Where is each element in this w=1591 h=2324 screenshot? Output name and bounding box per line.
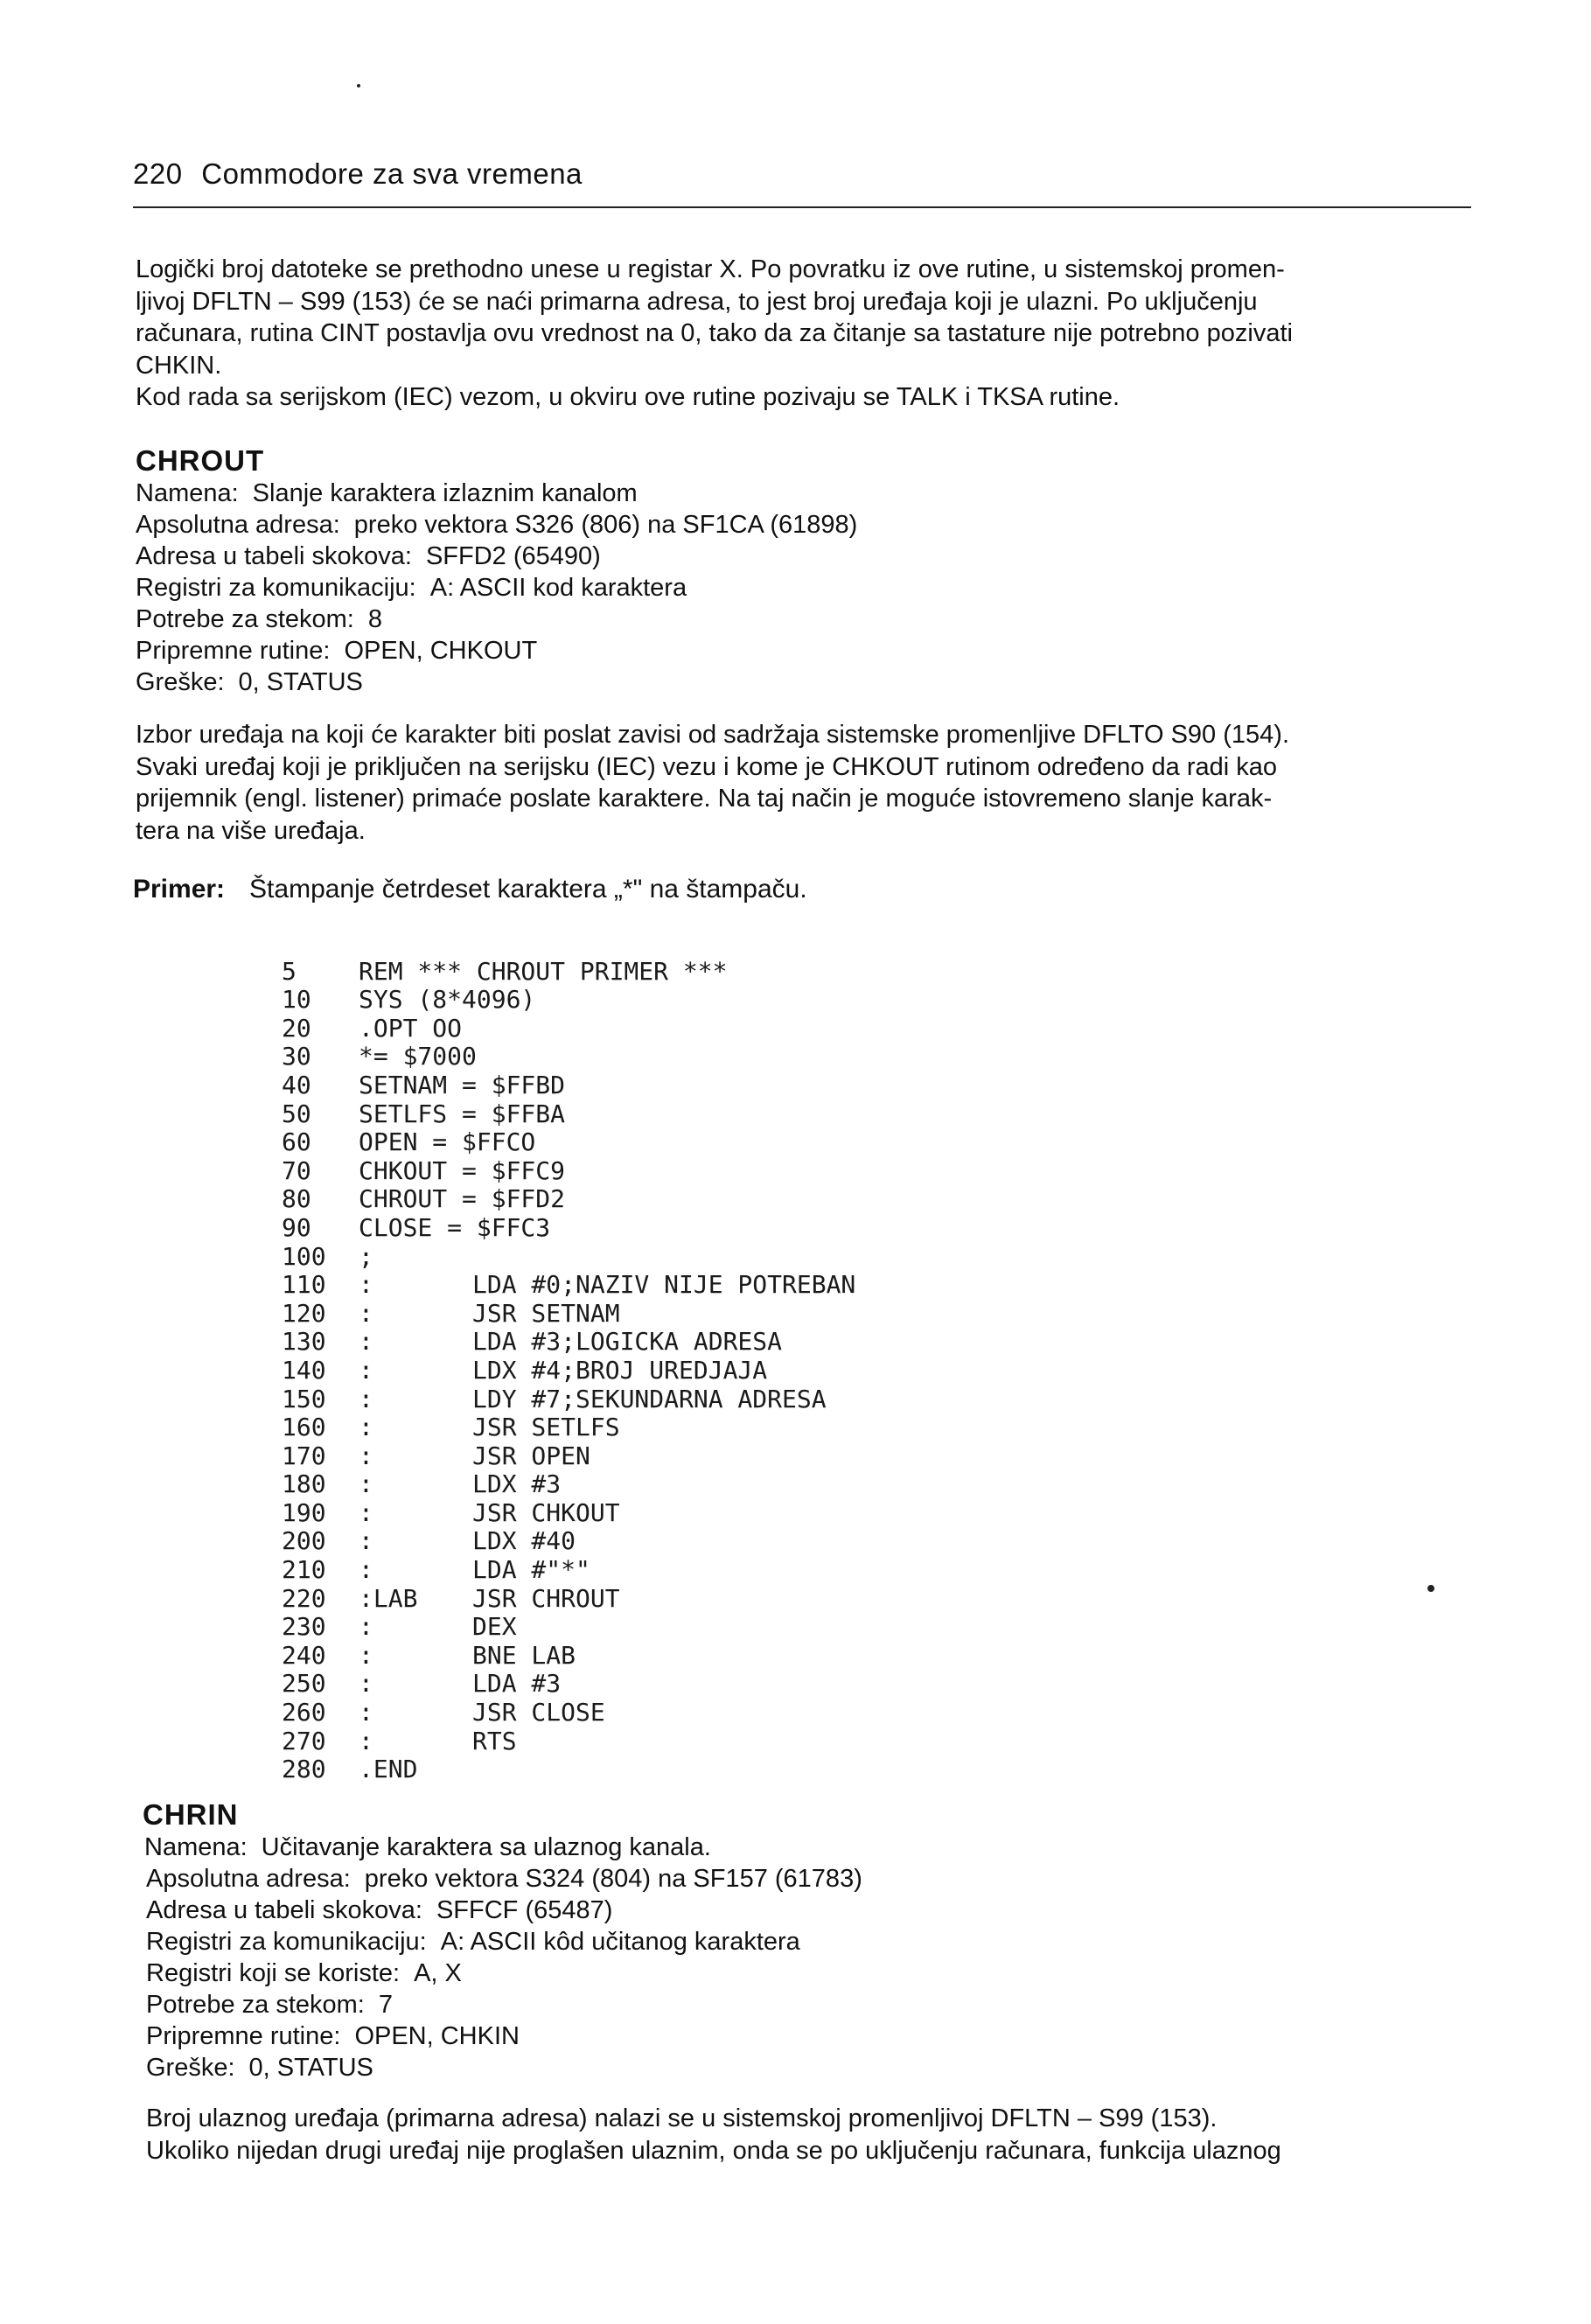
code-label: :: [359, 1526, 373, 1556]
code-line: [282, 986, 855, 1015]
code-text: LDA #3;LOGICKA ADRESA: [472, 1327, 783, 1357]
field-value: 8: [367, 605, 382, 633]
code-line: [282, 1328, 855, 1357]
code-label: :: [359, 1441, 373, 1470]
header-rule: [133, 206, 1471, 208]
example-label: Primer:: [133, 875, 226, 904]
chrout-description: [136, 719, 1474, 847]
code-line: [282, 1185, 855, 1214]
chrin-heading: CHRIN: [143, 1798, 239, 1831]
line-number: 10: [282, 985, 311, 1015]
field-label: Registri za komunikaciju:: [136, 574, 416, 602]
line-number: 30: [282, 1042, 311, 1071]
code-label: :: [359, 1555, 373, 1585]
field-value: preko vektora S324 (804) na SF157 (61783): [364, 1865, 862, 1893]
chrin-field: [146, 1926, 800, 1958]
code-label: :: [359, 1384, 373, 1413]
code-text: SETLFS = $FFBA: [359, 1099, 566, 1128]
code-label: :: [359, 1640, 373, 1670]
code-text: DEX: [472, 1612, 517, 1642]
code-label: :: [359, 1469, 373, 1499]
field-label: Pripremne rutine:: [146, 2022, 341, 2050]
code-line: [282, 1300, 855, 1329]
scan-speck: [1427, 1585, 1434, 1592]
line-number: 280: [282, 1755, 326, 1784]
code-line: [282, 1442, 855, 1471]
line-number: 230: [282, 1612, 326, 1642]
field-label: Apsolutna adresa:: [136, 511, 340, 539]
code-line: [282, 1527, 855, 1556]
field-label: Potrebe za stekom:: [146, 1991, 365, 2019]
line-number: 250: [282, 1669, 326, 1699]
code-line: [282, 1556, 855, 1585]
code-text: REM *** CHROUT PRIMER ***: [359, 956, 728, 986]
line-number: 220: [282, 1583, 326, 1613]
code-text: .OPT OO: [359, 1013, 463, 1043]
code-text: CHKOUT = $FFC9: [359, 1155, 566, 1185]
code-label: .END: [359, 1755, 418, 1784]
line-number: 210: [282, 1555, 326, 1585]
code-line: [282, 1128, 855, 1157]
code-text: SYS (8*4096): [359, 985, 536, 1015]
description-line: Ukoliko nijedan drugi uređaj nije proglašen ulaznim, onda se po uključenju računara, funkcija ulaznog: [146, 2136, 1281, 2165]
line-number: 170: [282, 1441, 326, 1470]
chrin-field: [146, 1989, 393, 2021]
field-label: Registri za komunikaciju:: [146, 1928, 427, 1956]
code-label: :: [359, 1698, 373, 1727]
code-label: ;: [359, 1241, 373, 1271]
scan-speck: [357, 84, 360, 87]
description-line: Svaki uređaj koji je priključen na serijsku (IEC) vezu i kome je CHKOUT rutinom određeno da radi kao: [136, 752, 1278, 781]
code-line: [282, 1214, 855, 1243]
line-number: 100: [282, 1241, 326, 1271]
chrout-field: [136, 666, 363, 699]
line-number: 160: [282, 1413, 326, 1442]
code-label: :: [359, 1413, 373, 1442]
field-label: Apsolutna adresa:: [146, 1865, 351, 1893]
code-line: [282, 1413, 855, 1442]
code-text: *= $7000: [359, 1042, 477, 1071]
line-number: 90: [282, 1212, 311, 1242]
line-number: 40: [282, 1070, 311, 1099]
field-value: SFFD2 (65490): [425, 542, 601, 570]
code-text: LDA #"*": [472, 1555, 590, 1585]
code-line: [282, 1157, 855, 1186]
code-label: :: [359, 1726, 373, 1755]
field-value: 0, STATUS: [238, 668, 363, 696]
code-text: LDY #7;SEKUNDARNA ADRESA: [472, 1384, 827, 1413]
code-line: [282, 1585, 855, 1614]
line-number: 5: [282, 956, 297, 986]
chrout-field: [136, 509, 857, 541]
code-label: :: [359, 1497, 373, 1527]
field-label: Pripremne rutine:: [136, 637, 331, 665]
intro-line: računara, rutina CINT postavlja ovu vrednost na 0, tako da za čitanje sa tastature nije potrebno pozivati: [136, 319, 1293, 347]
field-label: Potrebe za stekom:: [136, 605, 354, 633]
field-label: Namena:: [144, 1833, 248, 1861]
line-number: 60: [282, 1127, 311, 1157]
field-label: Adresa u tabeli skokova:: [136, 542, 412, 570]
code-label: :: [359, 1270, 373, 1300]
code-text: LDX #4;BROJ UREDJAJA: [472, 1355, 768, 1385]
line-number: 270: [282, 1726, 326, 1755]
code-label: :: [359, 1355, 373, 1385]
code-label: :LAB: [359, 1583, 418, 1613]
field-label: Adresa u tabeli skokova:: [146, 1896, 422, 1924]
line-number: 200: [282, 1526, 326, 1556]
code-text: CLOSE = $FFC3: [359, 1212, 551, 1242]
chrin-field: [146, 2052, 373, 2084]
code-line: [282, 1271, 855, 1300]
chrin-field: [146, 1863, 862, 1895]
chrout-field: [136, 572, 687, 604]
field-value: A: ASCII kôd učitanog karaktera: [440, 1928, 800, 1956]
line-number: 50: [282, 1099, 311, 1128]
line-number: 130: [282, 1327, 326, 1357]
line-number: 190: [282, 1497, 326, 1527]
code-text: RTS: [472, 1726, 517, 1755]
page-header: [133, 157, 583, 191]
code-line: [282, 1243, 855, 1272]
code-text: JSR CLOSE: [472, 1698, 605, 1727]
code-line: [282, 1015, 855, 1043]
code-label: :: [359, 1612, 373, 1642]
field-value: preko vektora S326 (806) na SF1CA (61898): [353, 511, 858, 539]
code-line: [282, 958, 855, 987]
line-number: 70: [282, 1155, 311, 1185]
code-line: [282, 1357, 855, 1385]
description-line: tera na više uređaja.: [136, 816, 366, 845]
intro-line: CHKIN.: [136, 351, 222, 380]
chrout-field: [136, 635, 537, 667]
intro-line: Kod rada sa serijskom (IEC) vezom, u okviru ove rutine pozivaju se TALK i TKSA rutine.: [136, 383, 1120, 411]
chrout-field: [136, 604, 382, 636]
chrin-field: [146, 2020, 520, 2053]
intro-line: Logički broj datoteke se prethodno unese u registar X. Po povratku iz ove rutine, u sistemskoj promen-: [136, 255, 1285, 283]
code-label: :: [359, 1298, 373, 1328]
field-value: A: ASCII kod karaktera: [429, 574, 687, 602]
field-label: Greške:: [136, 668, 225, 696]
chrout-field: [136, 478, 638, 510]
line-number: 240: [282, 1640, 326, 1670]
page-number: 220: [133, 157, 183, 190]
code-label: :: [359, 1327, 373, 1357]
example-text: Štampanje četrdeset karaktera „*" na štampaču.: [249, 875, 807, 904]
field-label: Namena:: [136, 479, 239, 507]
code-text: JSR CHKOUT: [472, 1497, 620, 1527]
code-line: [282, 1755, 855, 1784]
code-line: [282, 1499, 855, 1528]
code-text: LDA #3: [472, 1669, 562, 1699]
line-number: 150: [282, 1384, 326, 1413]
example-caption: [133, 875, 807, 904]
field-label: Registri koji se koriste:: [146, 1959, 401, 1987]
field-value: OPEN, CHKIN: [354, 2022, 520, 2050]
intro-line: ljivoj DFLTN – S99 (153) će se naći primarna adresa, to jest broj uređaja koji je ulazni. Po uključenju: [136, 287, 1258, 316]
code-text: JSR OPEN: [472, 1441, 590, 1470]
code-text: SETNAM = $FFBD: [359, 1070, 566, 1099]
chrin-description: [146, 2103, 1476, 2167]
code-text: LDX #40: [472, 1526, 576, 1556]
field-label: Greške:: [146, 2054, 235, 2082]
code-line: [282, 1385, 855, 1414]
line-number: 110: [282, 1270, 326, 1300]
field-value: OPEN, CHKOUT: [344, 637, 538, 665]
code-text: OPEN = $FFCO: [359, 1127, 536, 1157]
field-value: 7: [378, 1991, 393, 2019]
field-value: Slanje karaktera izlaznim kanalom: [252, 479, 638, 507]
intro-paragraph: [136, 254, 1474, 414]
code-line: [282, 1071, 855, 1100]
code-text: JSR SETNAM: [472, 1298, 620, 1328]
description-line: Izbor uređaja na koji će karakter biti poslat zavisi od sadržaja sistemske promenljive DFLTO S90 (154).: [136, 721, 1290, 749]
chrin-field: [146, 1895, 612, 1927]
line-number: 260: [282, 1698, 326, 1727]
chrout-field: [136, 541, 601, 573]
field-value: 0, STATUS: [248, 2054, 373, 2082]
line-number: 20: [282, 1013, 311, 1043]
code-line: [282, 1699, 855, 1727]
description-line: Broj ulaznog uređaja (primarna adresa) nalazi se u sistemskoj promenljivoj DFLTN – S99 (153).: [146, 2104, 1218, 2132]
code-line: [282, 1043, 855, 1071]
line-number: 140: [282, 1355, 326, 1385]
description-line: prijemnik (engl. listener) primaće poslate karaktere. Na taj način je moguće istovremeno slanje karak-: [136, 785, 1273, 813]
code-line: [282, 1670, 855, 1699]
book-title: Commodore za sva vremena: [201, 157, 583, 190]
line-number: 180: [282, 1469, 326, 1499]
code-text: LDX #3: [472, 1469, 562, 1499]
code-line: [282, 1470, 855, 1499]
chrin-field: [144, 1832, 711, 1864]
field-value: Učitavanje karaktera sa ulaznog kanala.: [261, 1833, 711, 1861]
field-value: SFFCF (65487): [436, 1896, 613, 1924]
code-text: JSR SETLFS: [472, 1413, 620, 1442]
code-text: CHROUT = $FFD2: [359, 1184, 566, 1214]
code-line: [282, 1727, 855, 1756]
line-number: 120: [282, 1298, 326, 1328]
code-text: JSR CHROUT: [472, 1583, 620, 1613]
line-number: 80: [282, 1184, 311, 1214]
code-listing: [282, 929, 855, 1841]
chrout-heading: CHROUT: [136, 444, 265, 477]
code-line: [282, 1613, 855, 1642]
field-value: A, X: [414, 1959, 462, 1987]
code-text: BNE LAB: [472, 1640, 576, 1670]
chrin-field: [146, 1958, 462, 1990]
code-line: [282, 1100, 855, 1129]
code-label: :: [359, 1669, 373, 1699]
code-line: [282, 1642, 855, 1671]
code-text: LDA #0;NAZIV NIJE POTREBAN: [472, 1270, 856, 1300]
